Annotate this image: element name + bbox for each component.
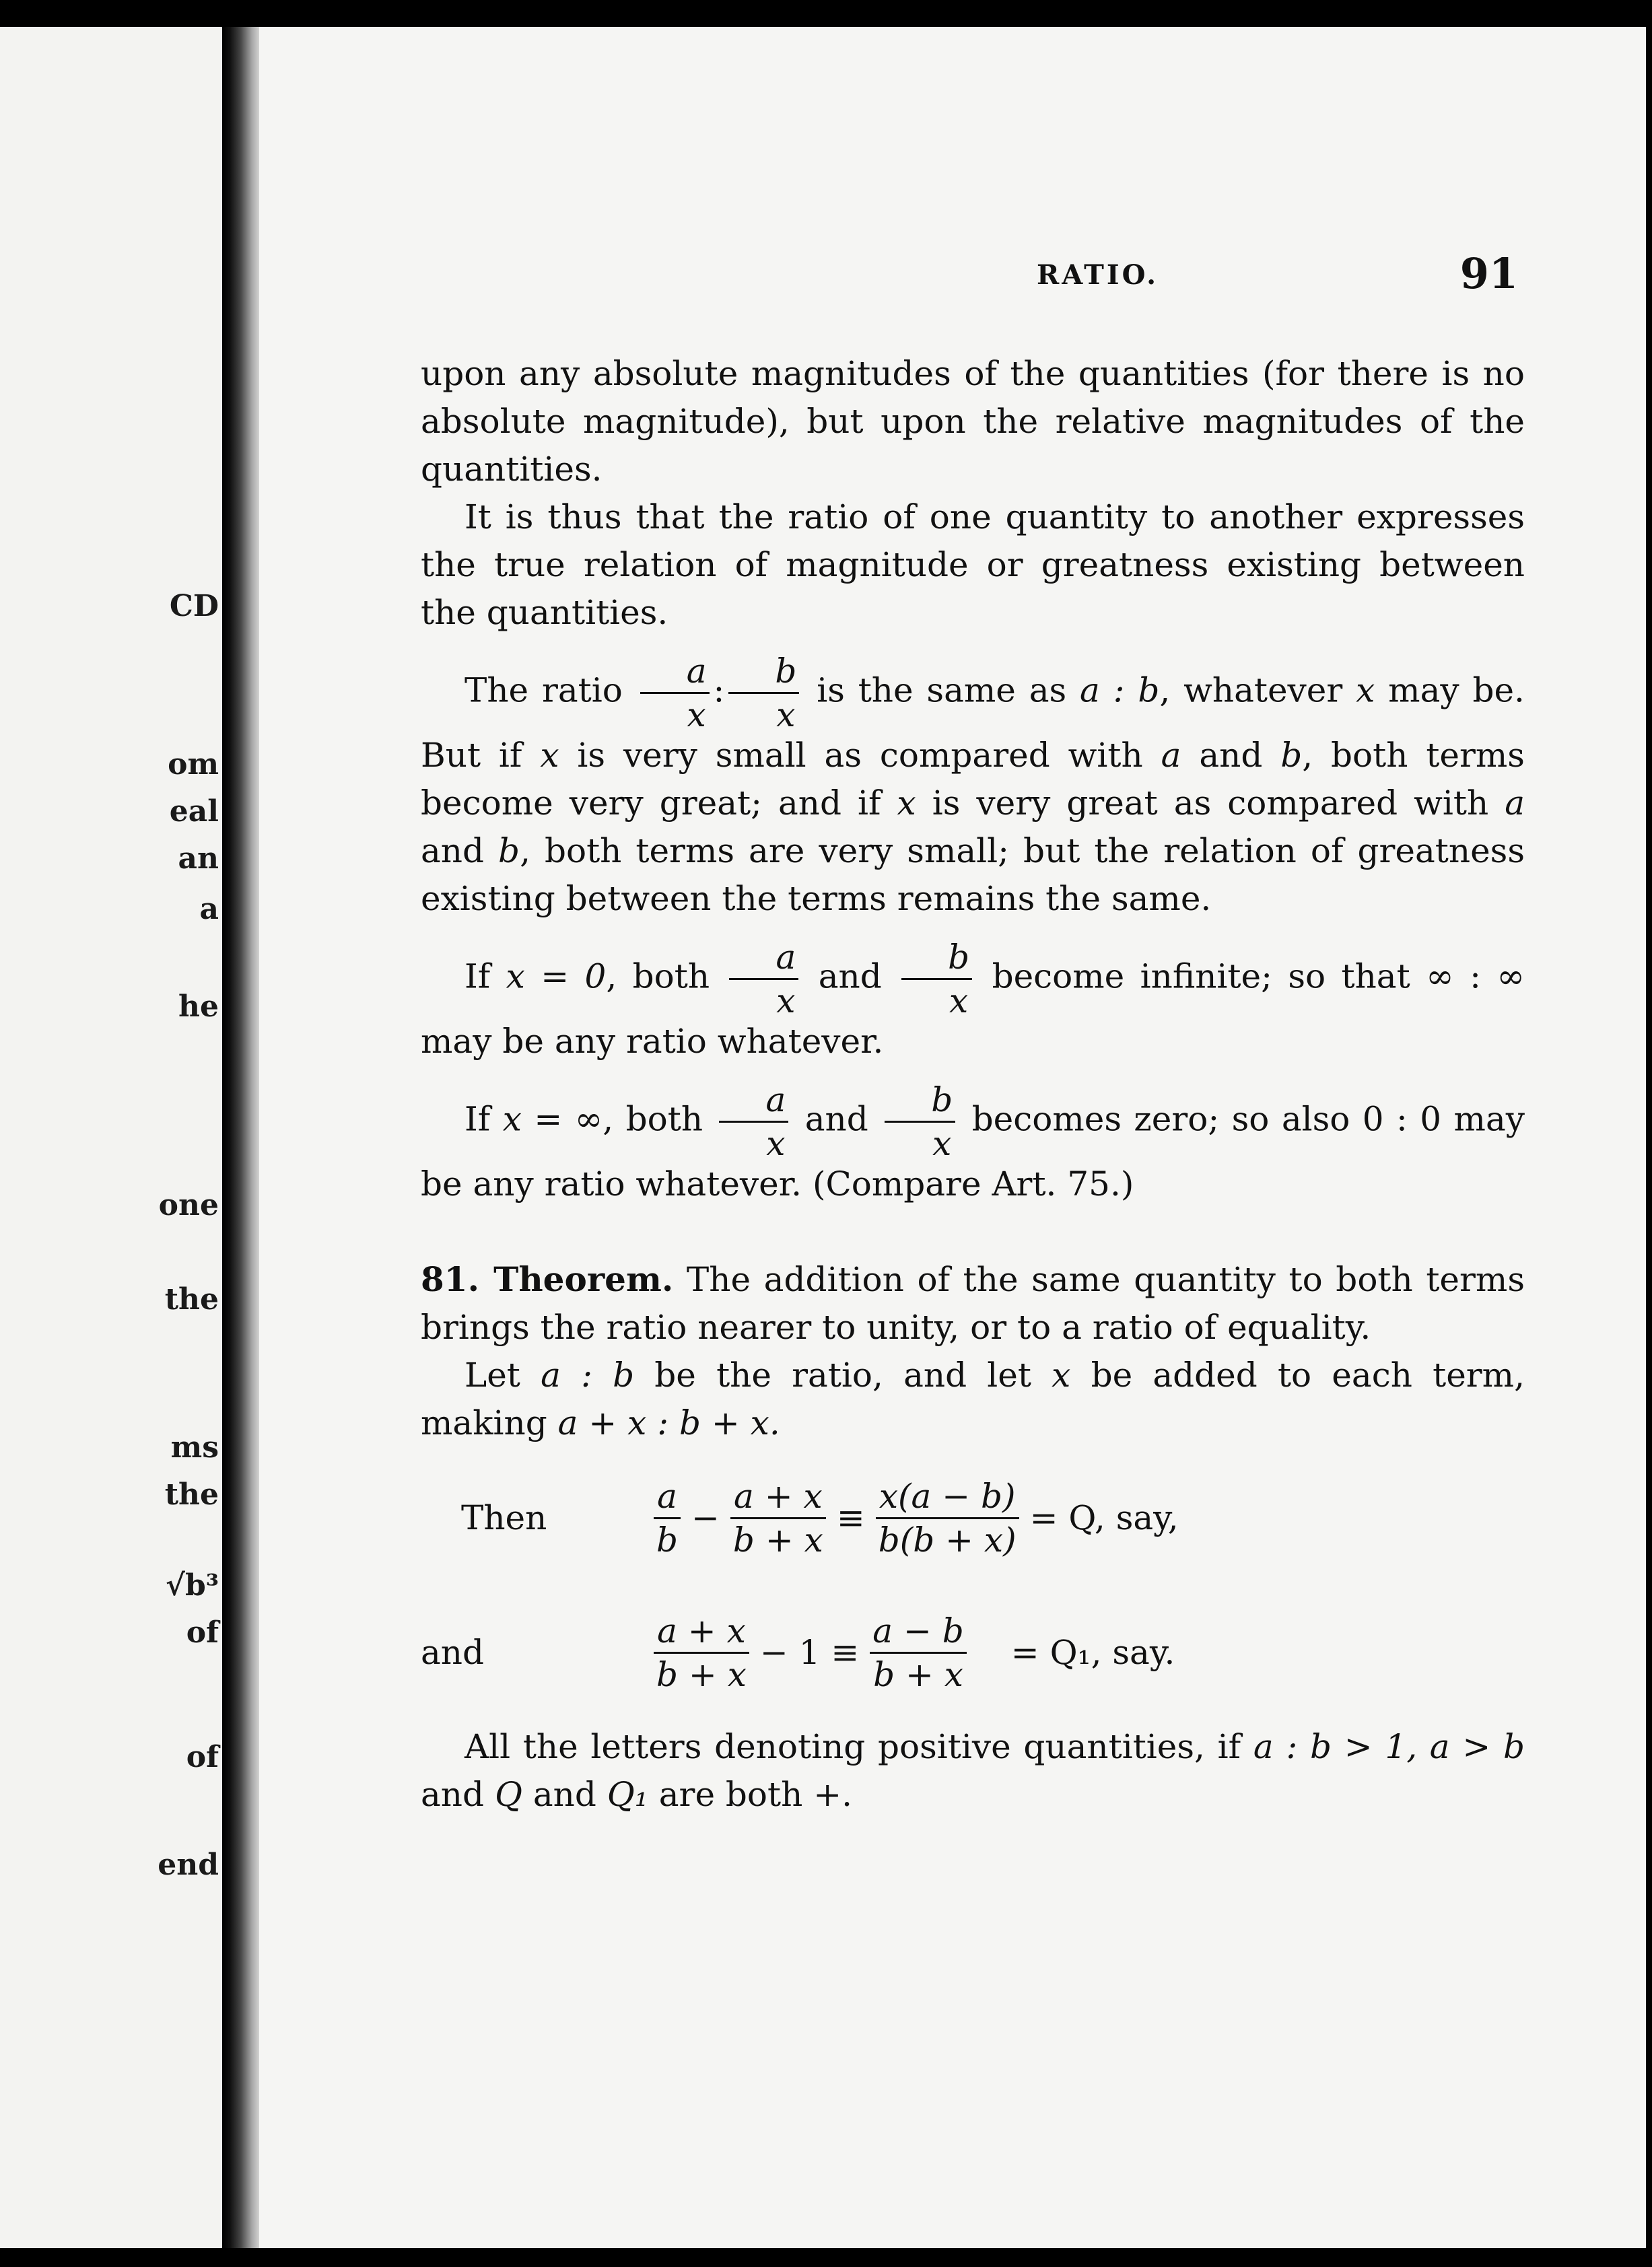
math-inline: x xyxy=(897,783,916,823)
math-inline: a xyxy=(1505,783,1525,823)
text-run: All the letters denoting positive quantities, if xyxy=(464,1727,1241,1766)
denominator: x xyxy=(687,695,706,734)
running-head: RATIO. xyxy=(1037,259,1159,291)
equation-label: and xyxy=(421,1632,485,1672)
text-run: and xyxy=(421,1775,485,1814)
theorem-heading: 81. Theorem. xyxy=(421,1259,674,1299)
text-run: , both terms are very small; but the relation of greatness existing between the terms remains the same. xyxy=(421,831,1525,918)
denominator: x xyxy=(766,1124,786,1163)
denominator: b + x xyxy=(656,1654,747,1694)
paragraph: It is thus that the ratio of one quantity to another expresses the true relation of magnitude or greatness existing between the quantities. xyxy=(421,497,1525,632)
text-run: , both xyxy=(603,1099,703,1139)
equation-tail: = Q₁, say. xyxy=(1010,1632,1175,1672)
left-fragment: the xyxy=(164,1282,219,1317)
operator: ≡ xyxy=(836,1498,865,1537)
page-header xyxy=(421,249,1518,306)
numerator: a xyxy=(729,940,798,980)
text-run: is very great as compared with xyxy=(932,783,1489,823)
math-inline: a + x : b + x. xyxy=(557,1403,780,1442)
math-inline: Q₁ xyxy=(607,1775,648,1814)
left-fragment: the xyxy=(164,1477,219,1512)
left-fragment: of xyxy=(186,1740,219,1774)
numerator: b xyxy=(728,654,799,694)
paragraph: upon any absolute magnitudes of the quantities (for there is no absolute magnitude), but upon the relative magnitudes of the quantities. xyxy=(421,354,1525,489)
page-body xyxy=(421,350,1525,1819)
left-fragment: CD xyxy=(169,589,219,623)
text-run: may be. But if xyxy=(421,670,1525,775)
math-inline: Q xyxy=(494,1775,522,1814)
text-run: , both terms become very great; and if xyxy=(421,736,1525,823)
text-run: The ratio xyxy=(464,670,623,710)
paragraph xyxy=(421,940,1525,1066)
left-fragment: ms xyxy=(170,1430,219,1465)
text-run: Let xyxy=(464,1356,520,1395)
fraction xyxy=(729,940,798,1018)
left-fragment: a xyxy=(199,892,219,926)
fraction xyxy=(730,1476,826,1560)
page-number: 91 xyxy=(1459,249,1518,298)
denominator: x xyxy=(776,981,796,1020)
numerator: a + x xyxy=(730,1479,826,1519)
left-fragment: √b³ xyxy=(166,1568,219,1603)
math-inline: x xyxy=(1052,1356,1071,1395)
left-fragment: one xyxy=(158,1188,219,1222)
fraction xyxy=(870,1611,967,1694)
left-fragment: he xyxy=(178,989,219,1024)
text-run: and xyxy=(532,1775,596,1814)
math-inline: a xyxy=(1161,736,1181,775)
fraction xyxy=(901,940,972,1018)
numerator: a − b xyxy=(870,1614,967,1654)
math-inline: b xyxy=(498,831,520,870)
denominator: b + x xyxy=(732,1520,823,1560)
denominator: x xyxy=(776,695,796,734)
text-run: , whatever xyxy=(1159,670,1343,710)
text-run: is very small as compared with xyxy=(577,736,1143,775)
denominator: x xyxy=(932,1124,952,1163)
math-inline: x xyxy=(540,736,559,775)
numerator: x(a − b) xyxy=(876,1479,1019,1519)
text-run: If xyxy=(464,1099,491,1139)
math-inline: x xyxy=(1356,670,1375,710)
numerator: b xyxy=(885,1083,955,1123)
fraction xyxy=(719,1080,788,1163)
operator: − 1 ≡ xyxy=(759,1632,860,1672)
fraction xyxy=(728,654,799,732)
text-run: and xyxy=(804,1099,868,1139)
text-run: becomes zero; so also 0 : 0 may be any ratio whatever. (Compare Art. 75.) xyxy=(421,1099,1525,1204)
theorem-statement: The addition of the same quantity to both terms brings the ratio nearer to unity, or to a ratio of equality. xyxy=(421,1260,1525,1347)
book-gutter xyxy=(222,27,263,2248)
fraction xyxy=(885,1080,955,1163)
numerator: a xyxy=(640,654,710,694)
right-page xyxy=(259,27,1646,2248)
text-run: is the same as xyxy=(817,670,1067,710)
text-run: and xyxy=(1199,736,1263,775)
text-run: become infinite; so that ∞ : ∞ may be any ratio whatever. xyxy=(421,956,1525,1061)
text-run: and xyxy=(818,956,882,996)
denominator: b(b + x) xyxy=(878,1520,1017,1560)
left-fragment: om xyxy=(168,747,219,781)
fraction xyxy=(876,1476,1019,1560)
left-fragment: end xyxy=(158,1848,219,1882)
text-run: If xyxy=(464,956,491,996)
paragraph xyxy=(421,1080,1525,1208)
paragraph xyxy=(421,1723,1525,1819)
left-fragment: of xyxy=(186,1615,219,1650)
operator: − xyxy=(691,1498,720,1537)
equation-label: Then xyxy=(461,1498,547,1537)
fraction xyxy=(640,654,710,732)
paragraph xyxy=(421,1352,1525,1447)
text-run: , both xyxy=(606,956,710,996)
left-fragment: eal xyxy=(169,794,219,829)
fraction xyxy=(654,1476,681,1560)
equation-body xyxy=(650,1476,1185,1560)
left-page-fragment xyxy=(0,27,232,2248)
paragraph: The ratio $\frac{a}{x}$ : $\frac{b}{x}$ is the same as a : b, whatever x may be. But if x is very small as compared with a and b, both terms become very great; and if x is very great as compared with a and b, both terms are very small; but the relation of greatness existing between the terms remains the same. xyxy=(421,652,1525,918)
math-inline: x = 0 xyxy=(506,956,607,996)
text-run: and xyxy=(421,831,485,870)
equation-tail: = Q, say, xyxy=(1029,1498,1179,1537)
math-inline: a : b xyxy=(541,1356,635,1395)
denominator: x xyxy=(949,981,969,1020)
equation-then xyxy=(421,1454,1525,1582)
math-inline: b xyxy=(1280,736,1303,775)
text-run: be the ratio, and let xyxy=(654,1356,1031,1395)
numerator: a + x xyxy=(654,1614,749,1654)
numerator: b xyxy=(901,940,972,980)
numerator: a xyxy=(654,1479,681,1519)
text-run: be added to each term, making xyxy=(421,1356,1525,1442)
theorem-paragraph xyxy=(421,1255,1525,1352)
text-run: are both +. xyxy=(658,1775,853,1814)
math-inline: a : b > 1, a > b xyxy=(1253,1727,1525,1766)
equation-and xyxy=(421,1589,1525,1716)
denominator: b xyxy=(656,1520,679,1560)
math-inline: x = ∞ xyxy=(502,1099,603,1139)
left-fragment: an xyxy=(178,841,219,876)
numerator: a xyxy=(719,1083,788,1123)
denominator: b + x xyxy=(873,1654,963,1694)
math-inline: a : b xyxy=(1080,670,1160,710)
equation-body xyxy=(650,1611,1181,1694)
fraction xyxy=(654,1611,749,1694)
